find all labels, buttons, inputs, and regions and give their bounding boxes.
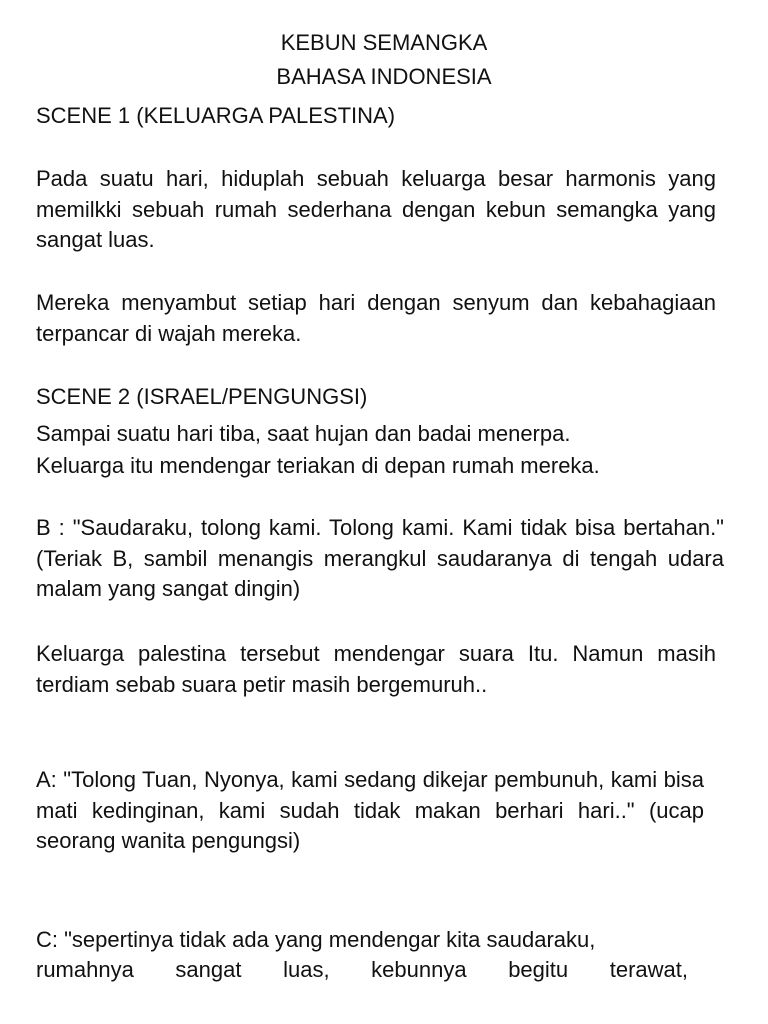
- scene-1-heading-block: [36, 101, 395, 131]
- paragraph-1-block: [36, 164, 716, 256]
- paragraph-3-line-2: Keluarga itu mendengar teriakan di depan rumah mereka.: [36, 453, 600, 478]
- paragraph-3-line-1: Sampai suatu hari tiba, saat hujan dan badai menerpa.: [36, 421, 571, 446]
- paragraph-6: A: "Tolong Tuan, Nyonya, kami sedang dikejar pembunuh, kami bisa mati kedinginan, kami sudah tidak makan berhari hari.." (ucap seorang wanita pengungsi): [36, 767, 704, 853]
- paragraph-2-block: [36, 288, 716, 349]
- paragraph-7-block: [36, 925, 688, 986]
- scene-2-heading-block: [36, 382, 367, 412]
- paragraph-2: Mereka menyambut setiap hari dengan senyum dan kebahagiaan terpancar di wajah mereka.: [36, 290, 716, 346]
- document-title-block: [0, 26, 768, 94]
- document-subtitle: BAHASA INDONESIA: [276, 64, 492, 89]
- paragraph-6-block: [36, 765, 704, 857]
- paragraph-4-block: [36, 513, 724, 605]
- scene-2-heading: SCENE 2 (ISRAEL/PENGUNGSI): [36, 384, 368, 409]
- paragraph-5: Keluarga palestina tersebut mendengar suara Itu. Namun masih terdiam sebab suara petir masih bergemuruh..: [36, 641, 716, 697]
- paragraph-4: B : "Saudaraku, tolong kami. Tolong kami. Kami tidak bisa bertahan." (Teriak B, sambil menangis merangkul saudaranya di tengah udara malam yang sangat dingin): [36, 515, 724, 601]
- paragraph-7-line-1: C: "sepertinya tidak ada yang mendengar kita saudaraku,: [36, 927, 596, 952]
- document-title: KEBUN SEMANGKA: [280, 30, 488, 55]
- paragraph-3-block: [36, 419, 600, 481]
- paragraph-1: Pada suatu hari, hiduplah sebuah keluarga besar harmonis yang memilkki sebuah rumah sederhana dengan kebun semangka yang sangat luas.: [36, 166, 716, 252]
- paragraph-7-line-2: rumahnya sangat luas, kebunnya begitu terawat,: [36, 957, 688, 982]
- paragraph-5-block: [36, 639, 716, 700]
- scene-1-heading: SCENE 1 (KELUARGA PALESTINA): [36, 103, 396, 128]
